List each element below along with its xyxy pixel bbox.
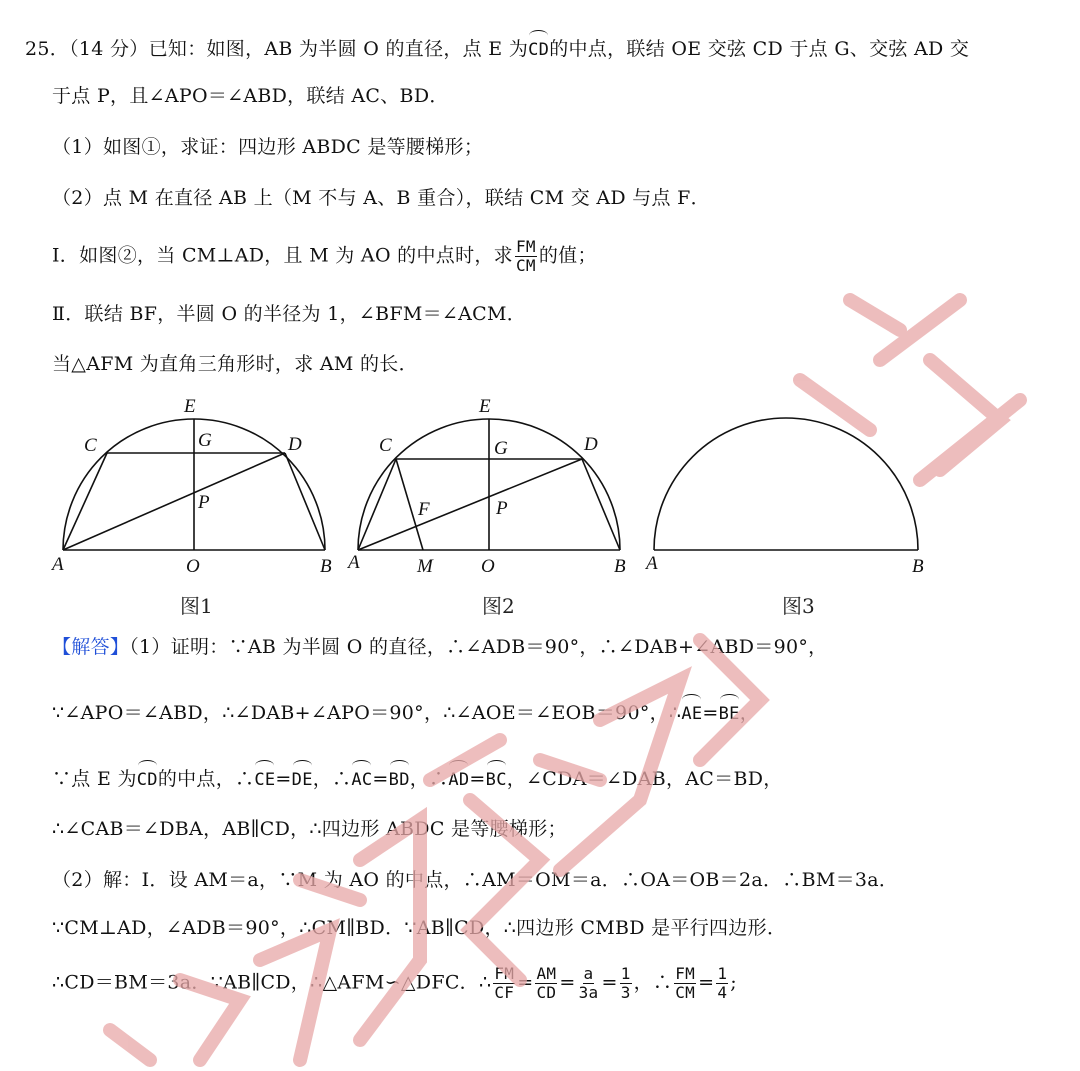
fraction-fm-cm-result: $\frac{FM}{CM}$ <box>675 964 696 1002</box>
problem-line-5: Ⅰ．如图②，当 CM⊥AD，且 M 为 AO 的中点时，求 $\frac{FM}{CM}$ 的值； <box>52 237 597 275</box>
segment-ad-1 <box>63 453 285 550</box>
point-o-2: O <box>481 556 495 577</box>
point-g-2: G <box>494 438 508 459</box>
solution-line-4: ∴∠CAB＝∠DBA，AB∥CD，∴四边形 ABDC 是等腰梯形； <box>52 818 567 840</box>
point-d-1: D <box>288 434 302 455</box>
arc-ad: AD <box>448 760 469 794</box>
point-a-2: A <box>348 552 360 573</box>
fraction-fm-cf: $\frac{FM}{CF}$ <box>494 964 515 1002</box>
point-c-2: C <box>379 435 392 456</box>
figure-3-labels <box>644 553 924 577</box>
fraction-fm-cm: $\frac{FM}{CM}$ <box>515 237 536 275</box>
point-e-1: E <box>184 396 196 417</box>
problem-line-1: 25．（14 分）已知：如图，AB 为半圆 O 的直径，点 E 为CD的中点，联结 OE 交弦 CD 于点 G、交弦 AD 交 <box>25 30 969 64</box>
point-b-2: B <box>614 556 626 577</box>
fraction-a-3a: $\frac{a}{3a}$ <box>578 964 599 1002</box>
point-a-1: A <box>52 554 64 575</box>
arc-ae: AE <box>681 694 702 728</box>
figure-3 <box>654 418 918 550</box>
point-p-1: P <box>198 492 210 513</box>
problem-line-2: 于点 P，且∠APO＝∠ABD，联结 AC、BD． <box>52 85 449 107</box>
point-a-3: A <box>646 553 658 574</box>
solution-line-3: ∵点 E 为CD的中点，∴CE=DE，∴AC=BD，∴AD=BC，∠CDA＝∠DAB，AC＝BD， <box>52 760 783 794</box>
fraction-am-cd: $\frac{AM}{CD}$ <box>536 964 557 1002</box>
arc-bd: BD <box>389 760 410 794</box>
solution-line-2: ∵∠APO＝∠ABD，∴∠DAB+∠APO＝90°，∴∠AOE＝∠EOB＝90°，∴AE=BE， <box>52 694 759 728</box>
solution-line-1: 【解答】（1）证明：∵AB 为半圆 O 的直径，∴∠ADB＝90°，∴∠DAB+∠ABD＝90°， <box>52 636 828 658</box>
figure-2 <box>358 419 620 550</box>
point-g-1: G <box>198 430 212 451</box>
problem-line-7: 当△AFM 为直角三角形时，求 AM 的长． <box>52 353 418 375</box>
arc-de: DE <box>292 760 313 794</box>
point-p-2: P <box>496 498 508 519</box>
solution-line-6: ∵CM⊥AD，∠ADB＝90°，∴CM∥BD．∵AB∥CD，∴四边形 CMBD 是平行四边形． <box>52 917 787 939</box>
arc-be: BE <box>719 694 740 728</box>
arc-ac: AC <box>351 760 372 794</box>
watermark-stroke <box>110 1030 150 1060</box>
point-e-2: E <box>479 396 491 417</box>
segment-ad-2 <box>358 459 582 550</box>
figure-1 <box>63 419 325 550</box>
figure-2-caption: 图2 <box>482 594 515 618</box>
point-f-2: F <box>418 499 430 520</box>
solution-tag: 【解答】 <box>52 636 130 658</box>
segment-bd-2 <box>582 459 620 550</box>
problem-line-3: （1）如图①，求证：四边形 ABDC 是等腰梯形； <box>52 136 484 158</box>
solution-line-5: （2）解：Ⅰ．设 AM＝a，∵M 为 AO 的中点，∴AM＝OM＝a．∴OA＝OB＝2a．∴BM＝3a． <box>52 869 899 891</box>
arc-cd: CD <box>528 30 549 64</box>
fraction-1-3: $\frac{1}{3}$ <box>620 964 631 1002</box>
arc-ce: CE <box>254 760 275 794</box>
figure-1-caption: 图1 <box>180 594 213 618</box>
solution-line-7: ∴CD＝BM＝3a．∵AB∥CD，∴△AFM∽△DFC．∴ $\frac{FM}{CF}$ = $\frac{AM}{CD}$ = $\frac{a}{3a}$ = $\frac{1}{3}$ ，∴ $\frac{FM}{CM}$ = $\frac{1}{4}$ ; <box>52 964 737 1002</box>
point-b-3: B <box>912 556 924 577</box>
arc-cd-2: CD <box>137 760 158 794</box>
point-c-1: C <box>84 435 97 456</box>
point-m-2: M <box>417 556 433 577</box>
arc-bc: BC <box>486 760 507 794</box>
semicircle-3 <box>654 418 918 550</box>
fraction-1-4: $\frac{1}{4}$ <box>717 964 728 1002</box>
point-o-1: O <box>186 556 200 577</box>
segment-ac-1 <box>63 453 107 550</box>
problem-line-6: Ⅱ．联结 BF，半圆 O 的半径为 1，∠BFM＝∠ACM． <box>52 303 527 325</box>
point-b-1: B <box>320 556 332 577</box>
problem-line-4: （2）点 M 在直径 AB 上（M 不与 A、B 重合），联结 CM 交 AD 与点 F． <box>52 187 710 209</box>
segment-bd-1 <box>285 453 325 550</box>
point-d-2: D <box>584 434 598 455</box>
figure-3-caption: 图3 <box>782 594 815 618</box>
